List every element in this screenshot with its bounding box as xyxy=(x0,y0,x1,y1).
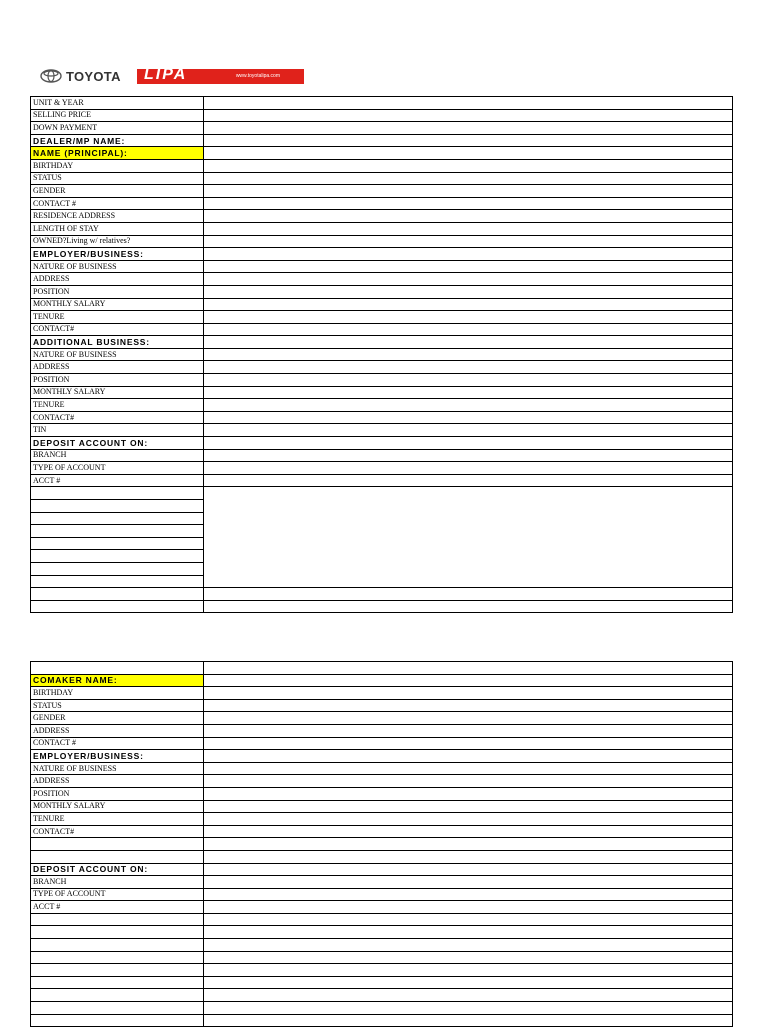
form-row xyxy=(31,109,733,122)
field-label: TENURE xyxy=(31,813,204,826)
field-value-cell[interactable] xyxy=(204,348,733,361)
field-value-cell[interactable] xyxy=(204,901,733,914)
field-value-cell[interactable] xyxy=(204,951,733,964)
comaker-form-table xyxy=(30,661,733,1027)
blank-label-cell[interactable] xyxy=(31,512,204,525)
field-label: ACCT # xyxy=(31,474,204,487)
field-value-cell[interactable] xyxy=(204,109,733,122)
lipa-url: www.toyotalipa.com xyxy=(235,73,280,79)
field-label: BRANCH xyxy=(31,876,204,889)
field-value-cell[interactable] xyxy=(204,964,733,977)
field-label: EMPLOYER/BUSINESS: xyxy=(31,248,204,261)
form-row xyxy=(31,185,733,198)
field-value-cell[interactable] xyxy=(204,122,733,135)
field-value-cell[interactable] xyxy=(204,235,733,248)
field-label: STATUS xyxy=(31,172,204,185)
field-value-cell[interactable] xyxy=(204,825,733,838)
field-label: TYPE OF ACCOUNT xyxy=(31,462,204,475)
form-row xyxy=(31,210,733,223)
form-row xyxy=(31,737,733,750)
form-row xyxy=(31,1002,733,1015)
field-label: COMAKER NAME: xyxy=(31,674,204,687)
field-value-cell[interactable] xyxy=(204,989,733,1002)
form-row xyxy=(31,474,733,487)
field-value-cell[interactable] xyxy=(204,662,733,675)
form-row xyxy=(31,775,733,788)
form-row xyxy=(31,888,733,901)
blank-label-cell[interactable] xyxy=(31,588,204,601)
field-value-cell[interactable] xyxy=(204,888,733,901)
form-row xyxy=(31,172,733,185)
field-label xyxy=(31,850,204,863)
field-value-cell[interactable] xyxy=(204,850,733,863)
field-label: ADDRESS xyxy=(31,775,204,788)
form-row xyxy=(31,976,733,989)
blank-merged-value-cell[interactable] xyxy=(204,487,733,588)
form-row xyxy=(31,724,733,737)
blank-label-cell[interactable] xyxy=(31,500,204,513)
blank-value-cell[interactable] xyxy=(204,588,733,601)
form-row xyxy=(31,97,733,110)
form-row xyxy=(31,964,733,977)
field-label: DOWN PAYMENT xyxy=(31,122,204,135)
field-label: CONTACT# xyxy=(31,323,204,336)
field-label: ADDRESS xyxy=(31,724,204,737)
form-row xyxy=(31,462,733,475)
field-value-cell[interactable] xyxy=(204,699,733,712)
field-value-cell[interactable] xyxy=(204,323,733,336)
brand-name: TOYOTA xyxy=(66,68,121,84)
field-label: MONTHLY SALARY xyxy=(31,386,204,399)
blank-label-cell[interactable] xyxy=(31,487,204,500)
field-label: DEPOSIT ACCOUNT ON: xyxy=(31,863,204,876)
blank-label-cell[interactable] xyxy=(31,562,204,575)
form-row xyxy=(31,437,733,450)
field-label: ADDITIONAL BUSINESS: xyxy=(31,336,204,349)
field-label: DEPOSIT ACCOUNT ON: xyxy=(31,437,204,450)
field-label: GENDER xyxy=(31,185,204,198)
field-label xyxy=(31,662,204,675)
field-value-cell[interactable] xyxy=(204,724,733,737)
form-row xyxy=(31,197,733,210)
field-label: EMPLOYER/BUSINESS: xyxy=(31,750,204,763)
form-row xyxy=(31,712,733,725)
form-row xyxy=(31,273,733,286)
field-value-cell[interactable] xyxy=(204,159,733,172)
form-row xyxy=(31,813,733,826)
form-row xyxy=(31,348,733,361)
field-label: DEALER/MP NAME: xyxy=(31,134,204,147)
field-value-cell[interactable] xyxy=(204,134,733,147)
form-row xyxy=(31,787,733,800)
field-value-cell[interactable] xyxy=(204,876,733,889)
field-value-cell[interactable] xyxy=(204,800,733,813)
form-row xyxy=(31,838,733,851)
field-label xyxy=(31,926,204,939)
form-row xyxy=(31,662,733,675)
field-value-cell[interactable] xyxy=(204,787,733,800)
form-row xyxy=(31,850,733,863)
form-row xyxy=(31,122,733,135)
field-label: BRANCH xyxy=(31,449,204,462)
form-row xyxy=(31,386,733,399)
field-value-cell[interactable] xyxy=(204,775,733,788)
blank-value-cell[interactable] xyxy=(204,600,733,613)
field-value-cell[interactable] xyxy=(204,147,733,160)
principal-form-table xyxy=(30,96,733,613)
field-value-cell[interactable] xyxy=(204,474,733,487)
field-label xyxy=(31,964,204,977)
field-value-cell[interactable] xyxy=(204,197,733,210)
form-row xyxy=(31,285,733,298)
field-value-cell[interactable] xyxy=(204,172,733,185)
field-label: ACCT # xyxy=(31,901,204,914)
field-value-cell[interactable] xyxy=(204,838,733,851)
form-row xyxy=(31,424,733,437)
form-row xyxy=(31,939,733,952)
field-value-cell[interactable] xyxy=(204,336,733,349)
form-row xyxy=(31,399,733,412)
field-label: CONTACT# xyxy=(31,411,204,424)
field-value-cell[interactable] xyxy=(204,273,733,286)
field-label: NATURE OF BUSINESS xyxy=(31,348,204,361)
field-label: CONTACT # xyxy=(31,197,204,210)
form-row xyxy=(31,298,733,311)
field-label: MONTHLY SALARY xyxy=(31,800,204,813)
field-value-cell[interactable] xyxy=(204,687,733,700)
field-label: NATURE OF BUSINESS xyxy=(31,260,204,273)
field-label: NATURE OF BUSINESS xyxy=(31,762,204,775)
form-row xyxy=(31,336,733,349)
field-label: TENURE xyxy=(31,399,204,412)
field-label: ADDRESS xyxy=(31,273,204,286)
field-value-cell[interactable] xyxy=(204,926,733,939)
field-value-cell[interactable] xyxy=(204,411,733,424)
field-label xyxy=(31,838,204,851)
field-value-cell[interactable] xyxy=(204,1014,733,1027)
field-value-cell[interactable] xyxy=(204,813,733,826)
field-label: TYPE OF ACCOUNT xyxy=(31,888,204,901)
form-row xyxy=(31,750,733,763)
field-value-cell[interactable] xyxy=(204,374,733,387)
field-label: POSITION xyxy=(31,285,204,298)
blank-label-cell[interactable] xyxy=(31,525,204,538)
field-label xyxy=(31,951,204,964)
field-value-cell[interactable] xyxy=(204,260,733,273)
blank-label-cell[interactable] xyxy=(31,537,204,550)
form-row xyxy=(31,159,733,172)
field-label: CONTACT # xyxy=(31,737,204,750)
form-row xyxy=(31,1014,733,1027)
form-row xyxy=(31,989,733,1002)
field-value-cell[interactable] xyxy=(204,712,733,725)
field-value-cell[interactable] xyxy=(204,248,733,261)
field-label xyxy=(31,1002,204,1015)
field-value-cell[interactable] xyxy=(204,437,733,450)
field-label: BIRTHDAY xyxy=(31,159,204,172)
field-label: CONTACT# xyxy=(31,825,204,838)
field-label xyxy=(31,989,204,1002)
form-row xyxy=(31,235,733,248)
field-label: BIRTHDAY xyxy=(31,687,204,700)
field-value-cell[interactable] xyxy=(204,863,733,876)
form-row xyxy=(31,374,733,387)
field-value-cell[interactable] xyxy=(204,361,733,374)
field-label: OWNED?Living w/ relatives? xyxy=(31,235,204,248)
field-value-cell[interactable] xyxy=(204,674,733,687)
form-row xyxy=(31,951,733,964)
field-value-cell[interactable] xyxy=(204,222,733,235)
field-value-cell[interactable] xyxy=(204,185,733,198)
form-row xyxy=(31,449,733,462)
form-row xyxy=(31,800,733,813)
form-row xyxy=(31,260,733,273)
form-row xyxy=(31,248,733,261)
field-value-cell[interactable] xyxy=(204,399,733,412)
field-value-cell[interactable] xyxy=(204,449,733,462)
field-value-cell[interactable] xyxy=(204,298,733,311)
blank-merged-area xyxy=(31,487,733,613)
field-label: ADDRESS xyxy=(31,361,204,374)
field-value-cell[interactable] xyxy=(204,311,733,324)
field-value-cell[interactable] xyxy=(204,976,733,989)
field-label xyxy=(31,913,204,926)
field-label: NAME (PRINCIPAL): xyxy=(31,147,204,160)
form-row xyxy=(31,687,733,700)
field-label xyxy=(31,976,204,989)
lipa-banner xyxy=(137,66,304,84)
field-label: TENURE xyxy=(31,311,204,324)
field-label: POSITION xyxy=(31,787,204,800)
form-row xyxy=(31,311,733,324)
field-value-cell[interactable] xyxy=(204,97,733,110)
form-row xyxy=(31,913,733,926)
field-value-cell[interactable] xyxy=(204,1002,733,1015)
field-label: POSITION xyxy=(31,374,204,387)
blank-label-cell[interactable] xyxy=(31,600,204,613)
form-row xyxy=(31,762,733,775)
field-label xyxy=(31,1014,204,1027)
field-label: SELLING PRICE xyxy=(31,109,204,122)
form-row xyxy=(31,674,733,687)
form-row xyxy=(31,699,733,712)
field-value-cell[interactable] xyxy=(204,386,733,399)
lipa-wordmark: LIPA xyxy=(144,66,188,83)
blank-label-cell[interactable] xyxy=(31,575,204,588)
field-value-cell[interactable] xyxy=(204,737,733,750)
form-row xyxy=(31,825,733,838)
form-row xyxy=(31,876,733,889)
form-row xyxy=(31,323,733,336)
form-row xyxy=(31,901,733,914)
field-value-cell[interactable] xyxy=(204,939,733,952)
field-value-cell[interactable] xyxy=(204,913,733,926)
field-value-cell[interactable] xyxy=(204,750,733,763)
form-row xyxy=(31,147,733,160)
field-label: LENGTH OF STAY xyxy=(31,222,204,235)
field-value-cell[interactable] xyxy=(204,285,733,298)
field-label: MONTHLY SALARY xyxy=(31,298,204,311)
form-row xyxy=(31,863,733,876)
form-row xyxy=(31,222,733,235)
field-label: RESIDENCE ADDRESS xyxy=(31,210,204,223)
form-row xyxy=(31,411,733,424)
field-label: TIN xyxy=(31,424,204,437)
field-label: STATUS xyxy=(31,699,204,712)
field-value-cell[interactable] xyxy=(204,424,733,437)
field-value-cell[interactable] xyxy=(204,762,733,775)
field-value-cell[interactable] xyxy=(204,210,733,223)
field-label xyxy=(31,939,204,952)
field-label: GENDER xyxy=(31,712,204,725)
form-row xyxy=(31,926,733,939)
form-row xyxy=(31,361,733,374)
field-label: UNIT & YEAR xyxy=(31,97,204,110)
blank-label-cell[interactable] xyxy=(31,550,204,563)
form-row xyxy=(31,134,733,147)
field-value-cell[interactable] xyxy=(204,462,733,475)
